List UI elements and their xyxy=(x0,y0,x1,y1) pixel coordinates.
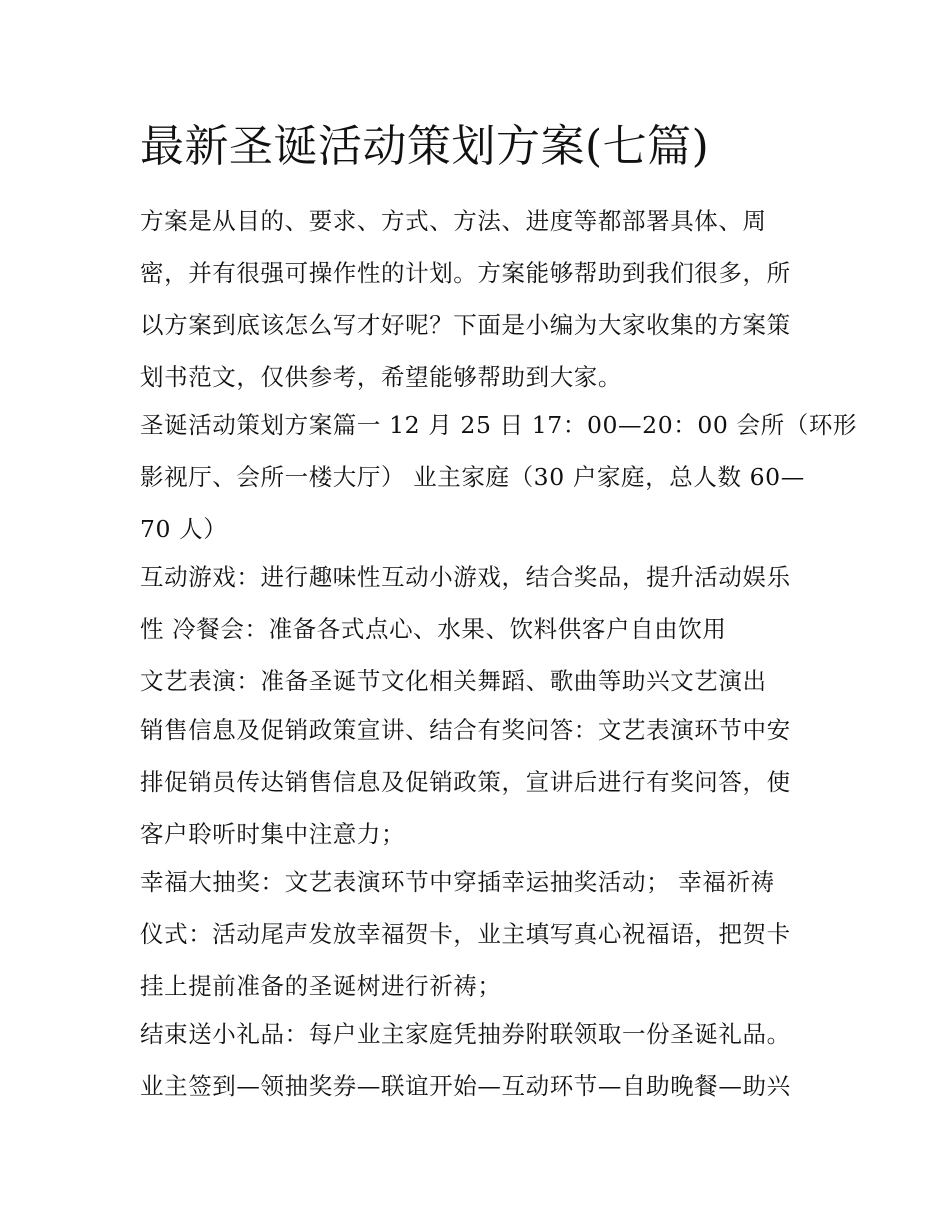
body-line-2: 密，并有很强可操作性的计划。方案能够帮助到我们很多，所 xyxy=(140,259,791,287)
body-line-1: 方案是从目的、要求、方式、方法、进度等都部署具体、周 xyxy=(140,207,767,235)
body-line-12: 排促销员传达销售信息及促销政策，宣讲后进行有奖问答，使 xyxy=(140,768,791,796)
body-line-14: 幸福大抽奖：文艺表演环节中穿插幸运抽奖活动； 幸福祈祷 xyxy=(140,868,775,896)
body-line-18: 业主签到—领抽奖券—联谊开始—互动环节—自助晚餐—助兴 xyxy=(140,1072,791,1100)
body-line-8: 互动游戏：进行趣味性互动小游戏，结合奖品，提升活动娱乐 xyxy=(140,563,791,591)
body-line-6: 影视厅、会所一楼大厅） 业主家庭（30 户家庭，总人数 60— xyxy=(140,463,805,491)
body-line-15: 仪式：活动尾声发放幸福贺卡，业主填写真心祝福语，把贺卡 xyxy=(140,920,791,948)
document-title: 最新圣诞活动策划方案(七篇) xyxy=(140,121,710,172)
body-line-5: 圣诞活动策划方案篇一 12 月 25 日 17：00—20：00 会所（环形 xyxy=(140,411,858,439)
body-line-11: 销售信息及促销政策宣讲、结合有奖问答：文艺表演环节中安 xyxy=(140,716,791,744)
body-line-17: 结束送小礼品：每户业主家庭凭抽券附联领取一份圣诞礼品。 xyxy=(140,1020,791,1048)
body-line-7: 70 人） xyxy=(140,515,228,543)
body-line-10: 文艺表演：准备圣诞节文化相关舞蹈、歌曲等助兴文艺演出 xyxy=(140,667,767,695)
body-line-4: 划书范文，仅供参考，希望能够帮助到大家。 xyxy=(140,363,622,391)
body-line-13: 客户聆听时集中注意力； xyxy=(140,820,406,848)
body-line-3: 以方案到底该怎么写才好呢？下面是小编为大家收集的方案策 xyxy=(140,311,791,339)
body-line-16: 挂上提前准备的圣诞树进行祈祷； xyxy=(140,972,502,1000)
body-line-9: 性 冷餐会：准备各式点心、水果、饮料供客户自由饮用 xyxy=(140,615,727,643)
